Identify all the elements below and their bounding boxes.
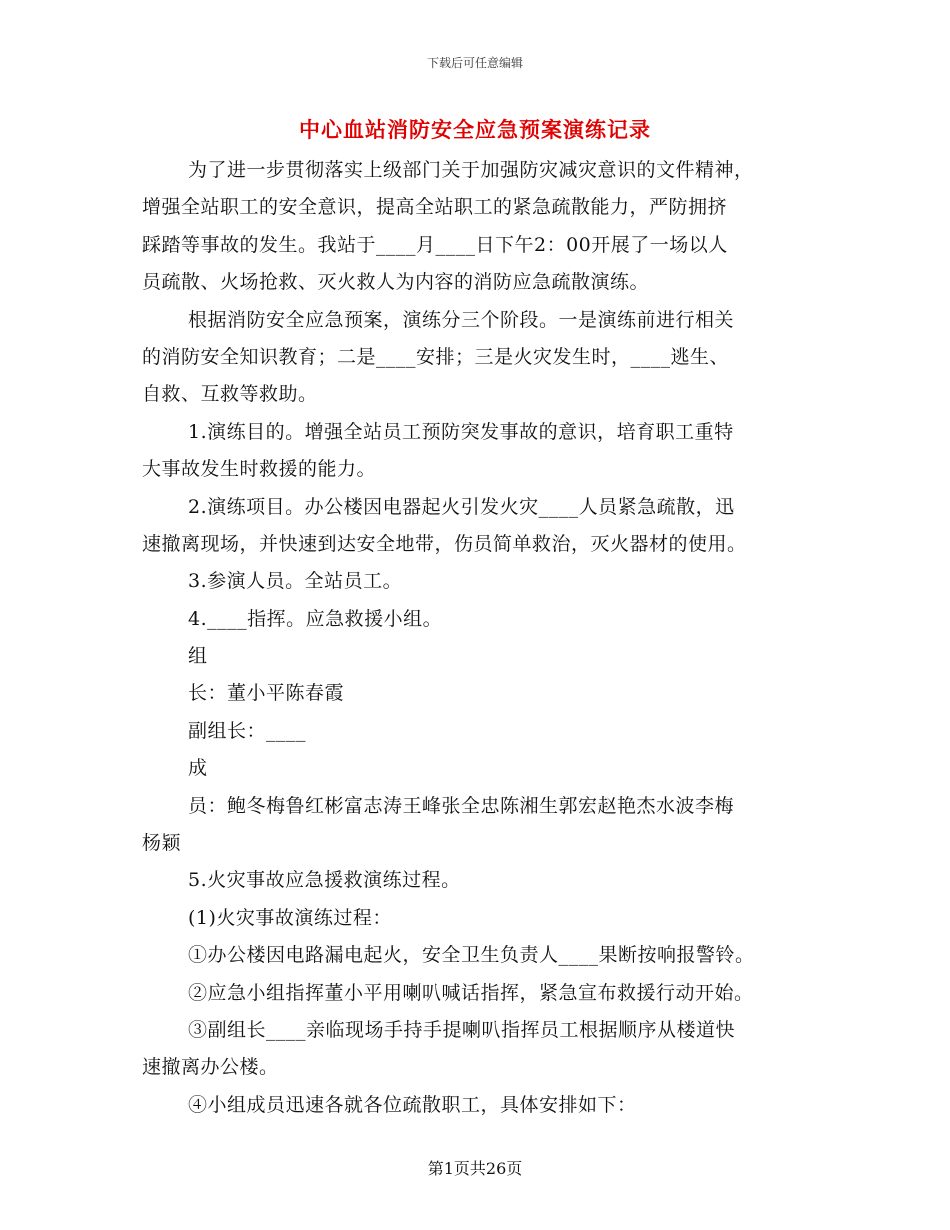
text-line: 2.演练项目。办公楼因电器起火引发火灾____人员紧急疏散，迅 [188,495,735,518]
text-line: 3.参演人员。全站员工。 [188,570,403,593]
text-line: ③副组长____亲临现场手持手提喇叭指挥员工根据顺序从楼道快 [188,1018,736,1041]
text-line: 速撤离现场，并快速到达安全地带，伤员简单救治，灭火器材的使用。 [142,532,747,555]
text-line: 速撤离办公楼。 [142,1056,279,1079]
text-line: 1.演练目的。增强全站员工预防突发事故的意识，培育职工重特 [188,420,734,443]
text-line: (1)火灾事故演练过程： [188,906,392,929]
text-line: 4.____指挥。应急救援小组。 [188,607,443,630]
page-footer: 第1页共26页 [427,1159,523,1178]
text-line: ④小组成员迅速各就各位疏散职工，具体安排如下： [188,1093,637,1116]
text-line: 自救、互救等救助。 [142,383,318,406]
text-line: 成 [188,757,208,780]
text-line: 5.火灾事故应急援救演练过程。 [188,869,461,892]
text-line: 员：鲍冬梅鲁红彬富志涛王峰张全忠陈湘生郭宏赵艳杰水波李梅 [188,794,735,817]
text-line: 长：董小平陈春霞 [188,682,345,705]
text-line: 杨颖 [142,832,182,855]
text-line: 大事故发生时救援的能力。 [142,458,377,481]
text-line: 的消防安全知识教育；二是____安排；三是火灾发生时，____逃生、 [142,345,730,368]
text-line: 副组长：____ [188,719,307,742]
text-line: 根据消防安全应急预案，演练分三个阶段。一是演练前进行相关 [188,308,735,331]
text-line: 踩踏等事故的发生。我站于____月____日下午2：00开展了一场以人 [142,233,728,256]
text-line: 员疏散、火场抢救、灭火救人为内容的消防应急疏散演练。 [142,271,650,294]
text-line: ②应急小组指挥董小平用喇叭喊话指挥，紧急宣布救援行动开始。 [188,981,754,1004]
text-line: 增强全站职工的安全意识，提高全站职工的紧急疏散能力，严防拥挤 [142,196,728,219]
text-line: ①办公楼因电路漏电起火，安全卫生负责人____果断按响报警铃。 [188,944,755,967]
text-line: 组 [188,645,208,668]
text-line: 为了进一步贯彻落实上级部门关于加强防灾减灾意识的文件精神， [188,159,754,181]
document-body [142,152,814,1124]
header-note: 下载后可任意编辑 [426,56,523,70]
document-title: 中心血站消防安全应急预案演练记录 [299,117,651,142]
